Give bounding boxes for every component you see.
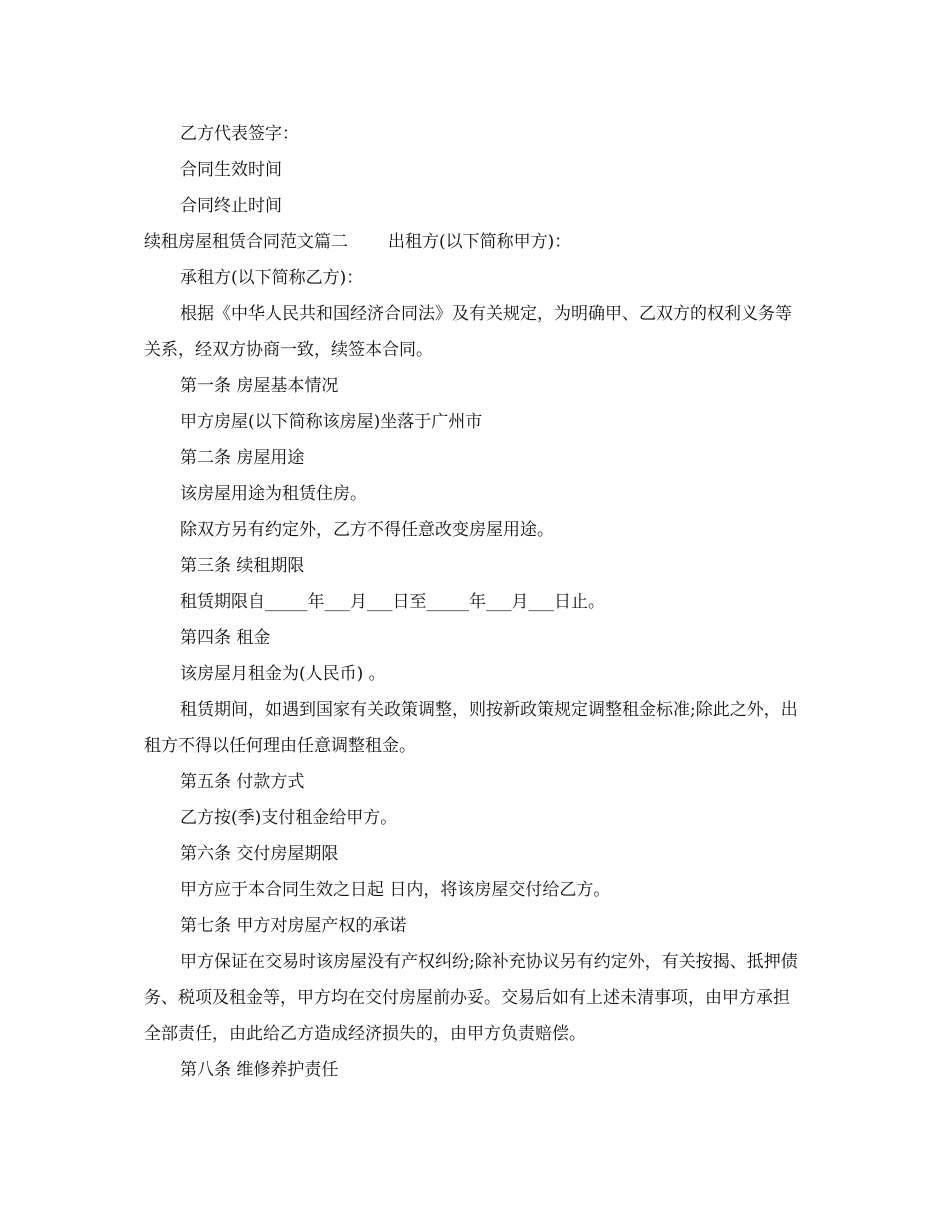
- section-title-line: [144, 224, 804, 260]
- paragraph: 租赁期限自_____年___月___日至_____年___月___日止。: [180, 592, 605, 612]
- paragraph: 乙方按(季)支付租金给甲方。: [180, 808, 398, 828]
- section-heading: 续租房屋租赁合同范文篇二: [144, 232, 348, 252]
- clause-heading: 第六条 交付房屋期限: [180, 844, 339, 864]
- paragraph: 承租方(以下简称乙方)：: [180, 268, 364, 288]
- paragraph: 甲方应于本合同生效之日起 日内，将该房屋交付给乙方。: [180, 880, 611, 900]
- paragraph: 出租方(以下简称甲方)：: [388, 232, 572, 252]
- paragraph: 合同生效时间: [180, 160, 282, 180]
- document-body: [144, 116, 804, 1088]
- paragraph: 乙方代表签字：: [180, 124, 299, 144]
- paragraph: 租赁期间，如遇到国家有关政策调整，则按新政策规定调整租金标准;除此之外，出租方不得以任何理由任意调整租金。: [144, 700, 798, 756]
- clause-heading: 第二条 房屋用途: [180, 448, 305, 468]
- clause-heading: 第四条 租金: [180, 628, 271, 648]
- clause-heading: 第八条 维修养护责任: [180, 1060, 339, 1080]
- clause-heading: 第七条 甲方对房屋产权的承诺: [180, 916, 407, 936]
- clause-heading: 第一条 房屋基本情况: [180, 376, 339, 396]
- paragraph: 该房屋月租金为(人民币) 。: [180, 664, 386, 684]
- paragraph: 根据《中华人民共和国经济合同法》及有关规定，为明确甲、乙双方的权利义务等关系，经双方协商一致，续签本合同。: [144, 304, 792, 360]
- clause-heading: 第五条 付款方式: [180, 772, 305, 792]
- paragraph: 甲方保证在交易时该房屋没有产权纠纷;除补充协议另有约定外，有关按揭、抵押债务、税项及租金等，甲方均在交付房屋前办妥。交易后如有上述未清事项，由甲方承担全部责任，由此给乙方造成经济损失的，由甲方负责赔偿。: [144, 952, 798, 1044]
- clause-heading: 第三条 续租期限: [180, 556, 305, 576]
- paragraph: 该房屋用途为租赁住房。: [180, 484, 367, 504]
- paragraph: 除双方另有约定外，乙方不得任意改变房屋用途。: [180, 520, 554, 540]
- paragraph: 甲方房屋(以下简称该房屋)坐落于广州市: [180, 412, 483, 432]
- paragraph: 合同终止时间: [180, 196, 282, 216]
